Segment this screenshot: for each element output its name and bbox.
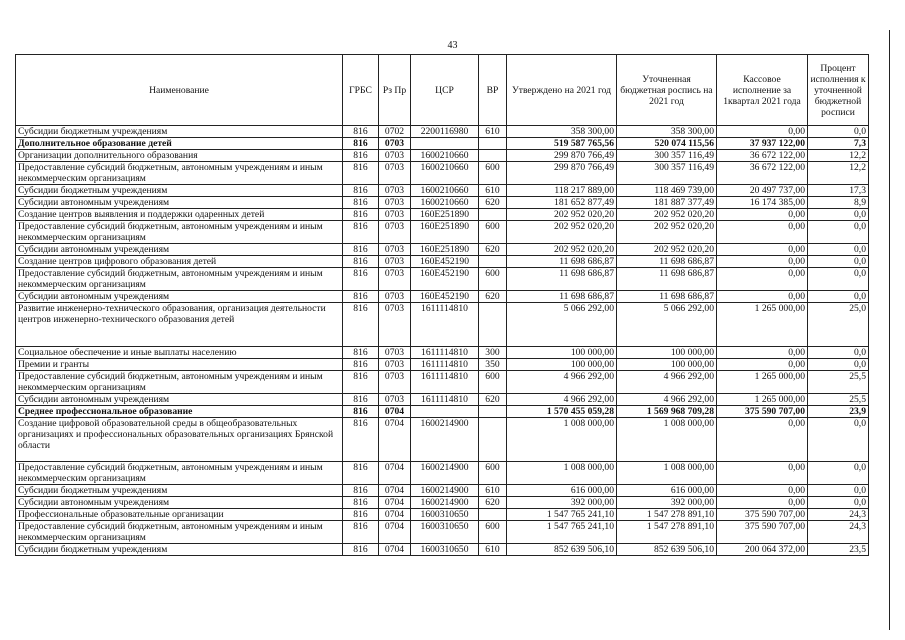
table-cell-cash: 1 265 000,00 — [717, 371, 808, 394]
table-cell-refined: 616 000,00 — [617, 485, 717, 497]
table-cell-name: Среднее профессиональное образование — [16, 406, 343, 418]
table-cell-cash: 0,00 — [717, 347, 808, 359]
table-cell-percent: 0,0 — [808, 462, 869, 485]
header-cash: Кассовое исполнение за 1квартал 2021 года — [717, 55, 808, 126]
table-cell-name: Предоставление субсидий бюджетным, автономным учреждениям и иным некоммерческим организациям — [16, 162, 343, 185]
table-cell-csr: 1600210660 — [411, 162, 479, 185]
table-cell-approved: 202 952 020,20 — [507, 244, 617, 256]
table-cell-cash: 1 265 000,00 — [717, 394, 808, 406]
table-cell-percent: 8,9 — [808, 197, 869, 209]
table-cell-cash: 200 064 372,00 — [717, 544, 808, 556]
table-cell-approved: 852 639 506,10 — [507, 544, 617, 556]
table-cell-grbs: 816 — [343, 462, 379, 485]
page-edge-rule — [889, 30, 890, 630]
table-cell-percent: 0,0 — [808, 244, 869, 256]
table-cell-name: Субсидии бюджетным учреждениям — [16, 126, 343, 138]
table-cell-refined: 1 547 278 891,10 — [617, 521, 717, 544]
table-cell-vr: 600 — [479, 371, 507, 394]
table-cell-rzpr: 0703 — [379, 150, 411, 162]
table-cell-cash: 16 174 385,00 — [717, 197, 808, 209]
table-cell-approved: 202 952 020,20 — [507, 209, 617, 221]
table-cell-name: Предоставление субсидий бюджетным, автономным учреждениям и иным некоммерческим организациям — [16, 521, 343, 544]
table-cell-percent: 0,0 — [808, 497, 869, 509]
table-cell-percent: 25,0 — [808, 303, 869, 347]
table-cell-percent: 0,0 — [808, 126, 869, 138]
header-csr: ЦСР — [411, 55, 479, 126]
table-body — [16, 126, 869, 556]
table-cell-csr: 1600214900 — [411, 418, 479, 462]
header-grbs: ГРБС — [343, 55, 379, 126]
table-cell-cash: 0,00 — [717, 462, 808, 485]
table-cell-cash: 0,00 — [717, 256, 808, 268]
header-name: Наименование — [16, 55, 343, 126]
table-cell-approved: 11 698 686,87 — [507, 268, 617, 291]
table-cell-vr: 610 — [479, 185, 507, 197]
table-cell-vr: 610 — [479, 485, 507, 497]
table-cell-csr: 1600210660 — [411, 150, 479, 162]
table-cell-refined: 118 469 739,00 — [617, 185, 717, 197]
table-cell-rzpr: 0703 — [379, 197, 411, 209]
header-percent: Процент исполнения к уточненной бюджетной росписи — [808, 55, 869, 126]
table-cell-percent: 0,0 — [808, 291, 869, 303]
table-cell-vr: 600 — [479, 221, 507, 244]
table-cell-rzpr: 0703 — [379, 162, 411, 185]
table-cell-approved: 1 570 455 059,28 — [507, 406, 617, 418]
table-cell-name: Развитие инженерно-технического образования, организация деятельности центров инженерно-технического образования детей — [16, 303, 343, 347]
table-cell-name: Профессиональные образовательные организации — [16, 509, 343, 521]
table-row — [16, 303, 869, 347]
table-cell-csr: 160E452190 — [411, 256, 479, 268]
table-cell-refined: 392 000,00 — [617, 497, 717, 509]
table-cell-percent: 0,0 — [808, 485, 869, 497]
table-cell-approved: 299 870 766,49 — [507, 150, 617, 162]
table-cell-grbs: 816 — [343, 521, 379, 544]
table-cell-grbs: 816 — [343, 485, 379, 497]
table-cell-rzpr: 0703 — [379, 209, 411, 221]
table-cell-vr — [479, 138, 507, 150]
table-cell-approved: 1 547 765 241,10 — [507, 521, 617, 544]
table-cell-name: Субсидии бюджетным учреждениям — [16, 544, 343, 556]
table-cell-cash: 37 937 122,00 — [717, 138, 808, 150]
table-cell-name: Субсидии автономным учреждениям — [16, 291, 343, 303]
table-cell-name: Субсидии автономным учреждениям — [16, 497, 343, 509]
header-refined: Уточненная бюджетная роспись на 2021 год — [617, 55, 717, 126]
table-cell-rzpr: 0703 — [379, 138, 411, 150]
table-cell-csr: 160E251890 — [411, 244, 479, 256]
table-cell-csr — [411, 138, 479, 150]
header-rzpr: Рз Пр — [379, 55, 411, 126]
table-cell-cash: 36 672 122,00 — [717, 150, 808, 162]
table-cell-refined: 358 300,00 — [617, 126, 717, 138]
table-cell-name: Организации дополнительного образования — [16, 150, 343, 162]
table-cell-vr: 300 — [479, 347, 507, 359]
table-cell-grbs: 816 — [343, 126, 379, 138]
table-cell-name: Премии и гранты — [16, 359, 343, 371]
table-cell-csr: 1611114810 — [411, 371, 479, 394]
table-cell-cash: 36 672 122,00 — [717, 162, 808, 185]
table-cell-percent: 23,5 — [808, 544, 869, 556]
table-cell-refined: 202 952 020,20 — [617, 244, 717, 256]
table-cell-vr: 620 — [479, 497, 507, 509]
table-cell-cash: 0,00 — [717, 209, 808, 221]
table-cell-cash: 0,00 — [717, 268, 808, 291]
table-cell-approved: 100 000,00 — [507, 347, 617, 359]
table-row — [16, 197, 869, 209]
table-cell-vr — [479, 303, 507, 347]
table-cell-csr: 1611114810 — [411, 303, 479, 347]
table-cell-refined: 1 008 000,00 — [617, 418, 717, 462]
table-cell-percent: 25,5 — [808, 394, 869, 406]
table-cell-csr: 1600214900 — [411, 497, 479, 509]
table-cell-refined: 11 698 686,87 — [617, 291, 717, 303]
table-cell-percent: 0,0 — [808, 256, 869, 268]
table-cell-grbs: 816 — [343, 394, 379, 406]
table-cell-percent: 24,3 — [808, 509, 869, 521]
table-cell-refined: 202 952 020,20 — [617, 221, 717, 244]
table-cell-rzpr: 0703 — [379, 347, 411, 359]
table-cell-name: Создание цифровой образовательной среды в общеобразовательных организациях и профессиональных образовательных организациях Брянской области — [16, 418, 343, 462]
table-cell-grbs: 816 — [343, 209, 379, 221]
table-cell-name: Предоставление субсидий бюджетным, автономным учреждениям и иным некоммерческим организациям — [16, 371, 343, 394]
table-row — [16, 406, 869, 418]
table-cell-grbs: 816 — [343, 347, 379, 359]
table-cell-grbs: 816 — [343, 359, 379, 371]
table-cell-refined: 4 966 292,00 — [617, 371, 717, 394]
table-cell-vr — [479, 418, 507, 462]
table-cell-refined: 300 357 116,49 — [617, 162, 717, 185]
table-cell-approved: 202 952 020,20 — [507, 221, 617, 244]
table-cell-vr: 620 — [479, 244, 507, 256]
table-cell-rzpr: 0704 — [379, 497, 411, 509]
table-row — [16, 268, 869, 291]
table-cell-grbs: 816 — [343, 221, 379, 244]
table-row — [16, 485, 869, 497]
table-cell-grbs: 816 — [343, 162, 379, 185]
table-cell-name: Субсидии бюджетным учреждениям — [16, 485, 343, 497]
table-cell-vr: 620 — [479, 291, 507, 303]
table-cell-refined: 11 698 686,87 — [617, 256, 717, 268]
table-row — [16, 221, 869, 244]
table-cell-cash: 0,00 — [717, 497, 808, 509]
table-cell-grbs: 816 — [343, 544, 379, 556]
table-header-row — [16, 55, 869, 126]
table-cell-percent: 23,9 — [808, 406, 869, 418]
table-cell-cash: 375 590 707,00 — [717, 521, 808, 544]
budget-table — [15, 54, 869, 556]
table-cell-vr: 600 — [479, 268, 507, 291]
table-row — [16, 497, 869, 509]
table-cell-csr: 1600214900 — [411, 462, 479, 485]
table-row — [16, 359, 869, 371]
table-cell-csr: 1600310650 — [411, 509, 479, 521]
table-cell-percent: 0,0 — [808, 418, 869, 462]
table-cell-cash: 375 590 707,00 — [717, 406, 808, 418]
table-cell-vr: 600 — [479, 162, 507, 185]
table-cell-csr: 160E452190 — [411, 291, 479, 303]
table-cell-vr: 610 — [479, 544, 507, 556]
table-cell-approved: 100 000,00 — [507, 359, 617, 371]
table-cell-refined: 300 357 116,49 — [617, 150, 717, 162]
table-cell-grbs: 816 — [343, 291, 379, 303]
table-cell-csr: 160E452190 — [411, 268, 479, 291]
table-cell-rzpr: 0704 — [379, 485, 411, 497]
table-cell-rzpr: 0703 — [379, 359, 411, 371]
table-cell-vr: 620 — [479, 394, 507, 406]
table-row — [16, 418, 869, 462]
table-cell-cash: 0,00 — [717, 418, 808, 462]
table-cell-rzpr: 0704 — [379, 521, 411, 544]
table-cell-approved: 4 966 292,00 — [507, 371, 617, 394]
table-row — [16, 544, 869, 556]
table-cell-approved: 519 587 765,56 — [507, 138, 617, 150]
table-cell-approved: 11 698 686,87 — [507, 291, 617, 303]
table-row — [16, 291, 869, 303]
table-cell-approved: 392 000,00 — [507, 497, 617, 509]
table-cell-percent: 0,0 — [808, 347, 869, 359]
table-cell-vr — [479, 406, 507, 418]
table-cell-approved: 4 966 292,00 — [507, 394, 617, 406]
table-cell-rzpr: 0703 — [379, 256, 411, 268]
table-cell-rzpr: 0703 — [379, 268, 411, 291]
table-cell-cash: 0,00 — [717, 485, 808, 497]
table-cell-refined: 520 074 115,56 — [617, 138, 717, 150]
table-cell-csr: 1600210660 — [411, 185, 479, 197]
table-cell-grbs: 816 — [343, 509, 379, 521]
table-cell-rzpr: 0703 — [379, 291, 411, 303]
table-cell-name: Субсидии автономным учреждениям — [16, 394, 343, 406]
table-cell-csr: 1611114810 — [411, 394, 479, 406]
table-cell-grbs: 816 — [343, 268, 379, 291]
table-cell-grbs: 816 — [343, 371, 379, 394]
table-row — [16, 394, 869, 406]
table-cell-vr: 610 — [479, 126, 507, 138]
header-approved: Утверждено на 2021 год — [507, 55, 617, 126]
table-cell-approved: 118 217 889,00 — [507, 185, 617, 197]
table-cell-percent: 12,2 — [808, 162, 869, 185]
table-cell-vr: 620 — [479, 197, 507, 209]
table-cell-grbs: 816 — [343, 303, 379, 347]
table-cell-rzpr: 0703 — [379, 371, 411, 394]
table-cell-cash: 0,00 — [717, 244, 808, 256]
table-cell-grbs: 816 — [343, 256, 379, 268]
table-cell-name: Субсидии бюджетным учреждениям — [16, 185, 343, 197]
table-cell-grbs: 816 — [343, 497, 379, 509]
table-cell-approved: 1 008 000,00 — [507, 462, 617, 485]
table-cell-cash: 20 497 737,00 — [717, 185, 808, 197]
table-cell-grbs: 816 — [343, 244, 379, 256]
table-cell-rzpr: 0703 — [379, 303, 411, 347]
table-cell-name: Субсидии автономным учреждениям — [16, 244, 343, 256]
table-cell-rzpr: 0703 — [379, 185, 411, 197]
table-cell-rzpr: 0704 — [379, 509, 411, 521]
table-cell-rzpr: 0702 — [379, 126, 411, 138]
table-cell-approved: 181 652 877,49 — [507, 197, 617, 209]
table-cell-approved: 299 870 766,49 — [507, 162, 617, 185]
table-row — [16, 138, 869, 150]
table-cell-csr: 2200116980 — [411, 126, 479, 138]
header-vr: ВР — [479, 55, 507, 126]
table-cell-csr: 1600214900 — [411, 485, 479, 497]
table-cell-grbs: 816 — [343, 418, 379, 462]
table-cell-name: Предоставление субсидий бюджетным, автономным учреждениям и иным некоммерческим организациям — [16, 462, 343, 485]
table-cell-name: Предоставление субсидий бюджетным, автономным учреждениям и иным некоммерческим организациям — [16, 268, 343, 291]
table-cell-cash: 0,00 — [717, 126, 808, 138]
table-cell-percent: 0,0 — [808, 268, 869, 291]
page-number: 43 — [447, 40, 458, 51]
table-cell-rzpr: 0704 — [379, 418, 411, 462]
table-cell-cash: 0,00 — [717, 221, 808, 244]
table-cell-refined: 1 547 278 891,10 — [617, 509, 717, 521]
table-cell-rzpr: 0704 — [379, 406, 411, 418]
table-cell-refined: 1 569 968 709,28 — [617, 406, 717, 418]
table-cell-csr: 160E251890 — [411, 221, 479, 244]
table-cell-grbs: 816 — [343, 197, 379, 209]
table-cell-vr: 600 — [479, 521, 507, 544]
table-cell-csr: 1600310650 — [411, 521, 479, 544]
table-cell-name: Создание центров цифрового образования детей — [16, 256, 343, 268]
table-cell-grbs: 816 — [343, 406, 379, 418]
table-row — [16, 347, 869, 359]
table-cell-csr: 1611114810 — [411, 347, 479, 359]
table-cell-percent: 12,2 — [808, 150, 869, 162]
table-cell-percent: 0,0 — [808, 221, 869, 244]
table-row — [16, 462, 869, 485]
table-cell-approved: 5 066 292,00 — [507, 303, 617, 347]
table-cell-vr: 350 — [479, 359, 507, 371]
table-cell-name: Субсидии автономным учреждениям — [16, 197, 343, 209]
table-cell-rzpr: 0704 — [379, 544, 411, 556]
table-row — [16, 509, 869, 521]
table-row — [16, 209, 869, 221]
table-row — [16, 256, 869, 268]
table-cell-grbs: 816 — [343, 138, 379, 150]
table-cell-vr — [479, 150, 507, 162]
table-cell-refined: 4 966 292,00 — [617, 394, 717, 406]
table-cell-name: Социальное обеспечение и иные выплаты населению — [16, 347, 343, 359]
table-cell-approved: 358 300,00 — [507, 126, 617, 138]
table-cell-csr: 1600310650 — [411, 544, 479, 556]
table-cell-rzpr: 0703 — [379, 221, 411, 244]
table-cell-cash: 0,00 — [717, 359, 808, 371]
table-cell-percent: 25,5 — [808, 371, 869, 394]
table-cell-refined: 100 000,00 — [617, 347, 717, 359]
table-cell-name: Предоставление субсидий бюджетным, автономным учреждениям и иным некоммерческим организациям — [16, 221, 343, 244]
table-cell-refined: 202 952 020,20 — [617, 209, 717, 221]
table-cell-approved: 11 698 686,87 — [507, 256, 617, 268]
table-cell-vr — [479, 209, 507, 221]
table-cell-rzpr: 0704 — [379, 462, 411, 485]
table-cell-vr — [479, 509, 507, 521]
table-cell-refined: 11 698 686,87 — [617, 268, 717, 291]
table-cell-rzpr: 0703 — [379, 394, 411, 406]
table-cell-percent: 0,0 — [808, 359, 869, 371]
table-cell-cash: 0,00 — [717, 291, 808, 303]
table-row — [16, 244, 869, 256]
table-cell-csr: 160E251890 — [411, 209, 479, 221]
table-cell-csr — [411, 406, 479, 418]
table-cell-percent: 17,3 — [808, 185, 869, 197]
table-cell-approved: 1 547 765 241,10 — [507, 509, 617, 521]
table-cell-refined: 5 066 292,00 — [617, 303, 717, 347]
table-cell-refined: 852 639 506,10 — [617, 544, 717, 556]
table-row — [16, 126, 869, 138]
table-cell-vr — [479, 256, 507, 268]
table-cell-cash: 1 265 000,00 — [717, 303, 808, 347]
table-row — [16, 185, 869, 197]
table-cell-refined: 100 000,00 — [617, 359, 717, 371]
table-row — [16, 150, 869, 162]
table-cell-csr: 1600210660 — [411, 197, 479, 209]
table-cell-name: Создание центров выявления и поддержки одаренных детей — [16, 209, 343, 221]
table-cell-percent: 0,0 — [808, 209, 869, 221]
table-row — [16, 521, 869, 544]
table-cell-refined: 181 887 377,49 — [617, 197, 717, 209]
table-cell-percent: 7,3 — [808, 138, 869, 150]
table-cell-grbs: 816 — [343, 150, 379, 162]
table-cell-percent: 24,3 — [808, 521, 869, 544]
table-cell-grbs: 816 — [343, 185, 379, 197]
table-cell-name: Дополнительное образование детей — [16, 138, 343, 150]
table-cell-vr: 600 — [479, 462, 507, 485]
table-cell-approved: 616 000,00 — [507, 485, 617, 497]
table-cell-csr: 1611114810 — [411, 359, 479, 371]
table-cell-refined: 1 008 000,00 — [617, 462, 717, 485]
table-cell-approved: 1 008 000,00 — [507, 418, 617, 462]
table-cell-cash: 375 590 707,00 — [717, 509, 808, 521]
table-row — [16, 371, 869, 394]
table-row — [16, 162, 869, 185]
table-cell-rzpr: 0703 — [379, 244, 411, 256]
